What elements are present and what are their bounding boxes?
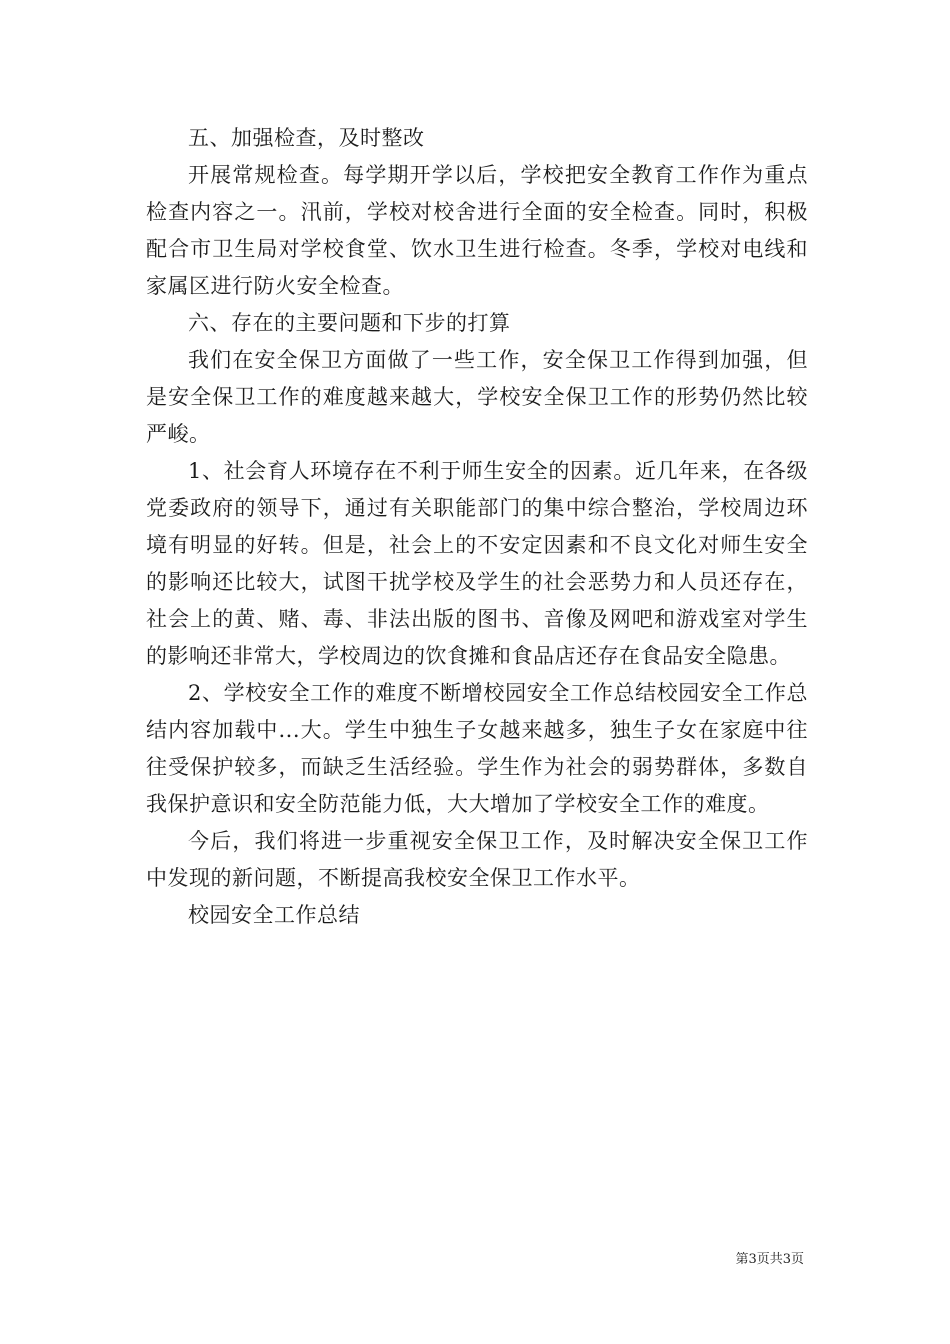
closing-title: 校园安全工作总结 [188,903,360,927]
paragraph-future-plan: 今后，我们将进一步重视安全保卫工作，及时解决安全保卫工作中发现的新问题，不断提高我校安全保卫工作水平。 [146,829,808,890]
paragraph-social-environment: 1、社会育人环境存在不利于师生安全的因素。近几年来，在各级党委政府的领导下，通过有关职能部门的集中综合整治，学校周边环境有明显的好转。但是，社会上的不安定因素和不良文化对师生安全的影响还比较大，试图干扰学校及学生的社会恶势力和人员还存在，社会上的黄、赌、毒、非法出版的图书、音像及网吧和游戏室对学生的影响还非常大，学校周边的饮食摊和食品店还存在食品安全隐患。 [146,459,808,668]
paragraph-safety-difficulty: 2、学校安全工作的难度不断增校园安全工作总结校园安全工作总结内容加载中...大。学生中独生子女越来越多，独生子女在家庭中往往受保护较多，而缺乏生活经验。学生作为社会的弱势群体，多数自我保护意识和安全防范能力低，大大增加了学校安全工作的难度。 [146,681,808,816]
paragraph-security-work: 我们在安全保卫方面做了一些工作，安全保卫工作得到加强，但是安全保卫工作的难度越来越大，学校安全保卫工作的形势仍然比较严峻。 [146,348,808,446]
document-body [146,120,808,934]
paragraph-routine-inspection: 开展常规检查。每学期开学以后，学校把安全教育工作作为重点检查内容之一。汛前，学校对校舍进行全面的安全检查。同时，积极配合市卫生局对学校食堂、饮水卫生进行检查。冬季，学校对电线和家属区进行防火安全检查。 [146,163,808,298]
section-heading-problems: 六、存在的主要问题和下步的打算 [188,311,511,335]
page-number: 第3页共3页 [735,1252,804,1267]
section-heading-inspection: 五、加强检查，及时整改 [188,126,425,150]
